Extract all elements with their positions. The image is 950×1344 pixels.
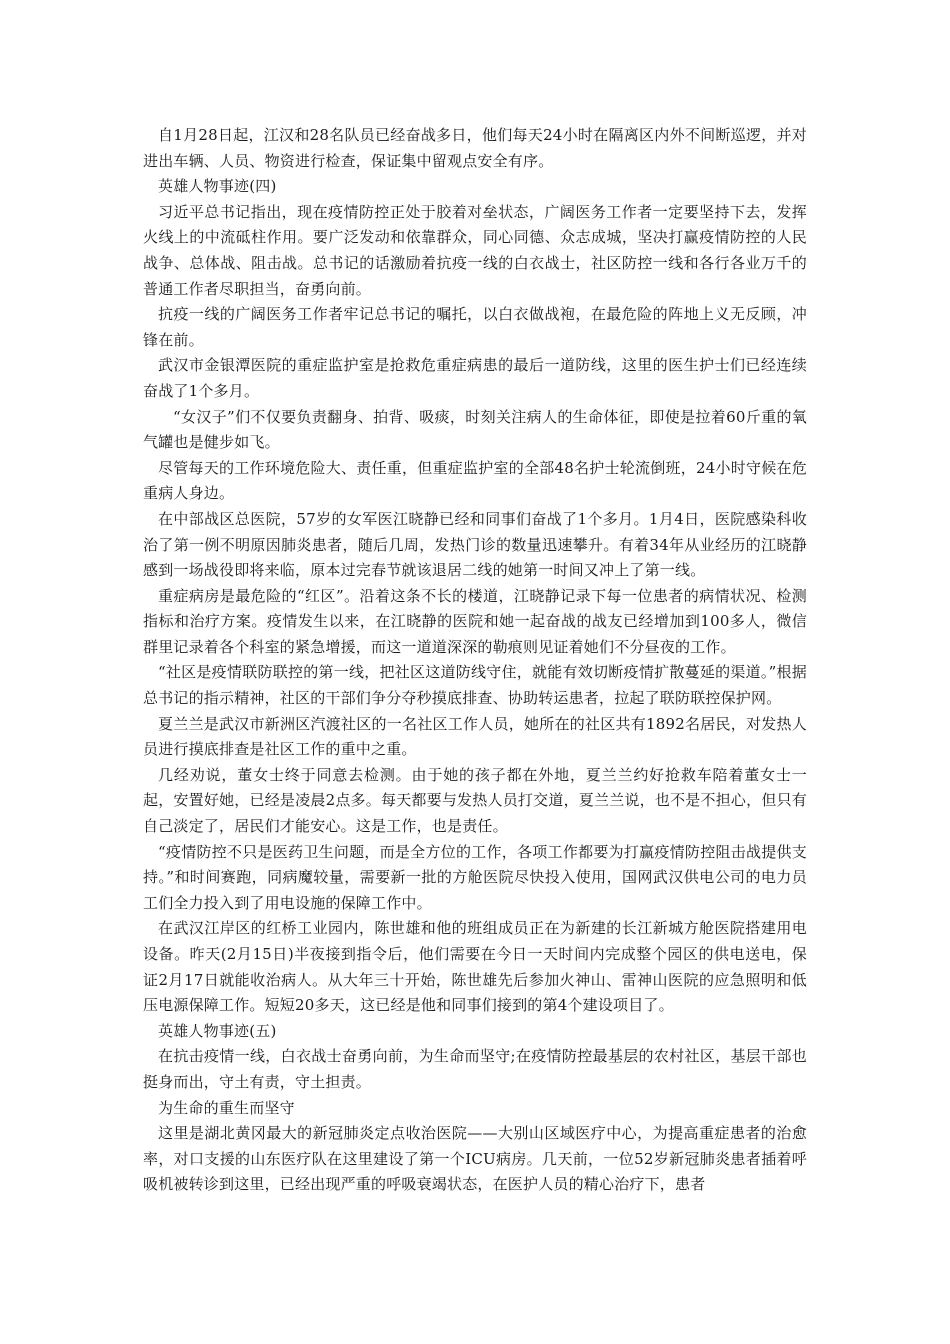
paragraph: “女汉子”们不仅要负责翻身、拍背、吸痰，时刻关注病人的生命体征，即使是拉着60斤重的氧气罐也是健步如飞。 <box>143 407 807 452</box>
paragraph: “疫情防控不只是医药卫生问题，而是全方位的工作，各项工作都要为打赢疫情防控阻击战提供支持。”和时间赛跑，同病魔较量，需要新一批的方舱医院尽快投入使用，国网武汉供电公司的电力员工们全力投入到了用电设施的保障工作中。 <box>143 842 807 912</box>
paragraph: 夏兰兰是武汉市新洲区汽渡社区的一名社区工作人员，她所在的社区共有1892名居民，对发热人员进行摸底排查是社区工作的重中之重。 <box>143 714 807 759</box>
paragraph: 重症病房是最危险的“红区”。沿着这条不长的楼道，江晓静记录下每一位患者的病情状况、检测指标和治疗方案。疫情发生以来，在江晓静的医院和她一起奋战的战友已经增加到100多人，微信群里记录着各个科室的紧急增援，而这一道道深深的勒痕则见证着她们不分昼夜的工作。 <box>143 586 807 656</box>
paragraph: 在中部战区总医院，57岁的女军医江晓静已经和同事们奋战了1个多月。1月4日，医院感染科收治了第一例不明原因肺炎患者，随后几周，发热门诊的数量迅速攀升。有着34年从业经历的江晓静感到一场战役即将来临，原本过完春节就该退居二线的她第一时间又冲上了第一线。 <box>143 509 807 580</box>
paragraph: “社区是疫情联防联控的第一线，把社区这道防线守住，就能有效切断疫情扩散蔓延的渠道。”根据总书记的指示精神，社区的干部们争分夺秒摸底排查、协助转运患者，拉起了联防联控保护网。 <box>143 663 807 708</box>
section-heading: 英雄人物事迹(四) <box>158 177 277 196</box>
paragraph: 尽管每天的工作环境危险大、责任重，但重症监护室的全部48名护士轮流倒班，24小时守候在危重病人身边。 <box>143 458 807 503</box>
paragraph: 自1月28日起，江汉和28名队员已经奋战多日，他们每天24小时在隔离区内外不间断巡逻，并对进出车辆、人员、物资进行检查，保证集中留观点安全有序。 <box>143 126 807 170</box>
paragraph: 在武汉江岸区的红桥工业园内，陈世雄和他的班组成员正在为新建的长江新城方舱医院搭建用电设备。昨天(2月15日)半夜接到指令后，他们需要在今日一天时间内完成整个园区的供电送电，保证2月17日就能收治病人。从大年三十开始，陈世雄先后参加火神山、雷神山医院的应急照明和低压电源保障工作。短短20多天，这已经是他和同事们接到的第4个建设项目了。 <box>143 919 807 1015</box>
paragraph: 几经劝说，董女士终于同意去检测。由于她的孩子都在外地，夏兰兰约好抢救车陪着董女士一起，安置好她，已经是凌晨2点多。每天都要与发热人员打交道，夏兰兰说，也不是不担心，但只有自己淡定了，居民们才能安心。这是工作，也是责任。 <box>143 765 807 836</box>
paragraph: 这里是湖北黄冈最大的新冠肺炎定点收治医院——大别山区域医疗中心，为提高重症患者的治愈率，对口支援的山东医疗队在这里建设了第一个ICU病房。几天前，一位52岁新冠肺炎患者插着呼吸机被转诊到这里，已经出现严重的呼吸衰竭状态，在医护人员的精心治疗下，患者 <box>143 1124 807 1194</box>
document-body <box>143 123 807 1198</box>
subsection-heading: 为生命的重生而坚守 <box>158 1098 295 1117</box>
paragraph: 抗疫一线的广阔医务工作者牢记总书记的嘱托，以白衣做战袍，在最危险的阵地上义无反顾，冲锋在前。 <box>143 305 807 349</box>
paragraph: 习近平总书记指出，现在疫情防控正处于胶着对垒状态，广阔医务工作者一定要坚持下去，发挥火线上的中流砥柱作用。要广泛发动和依靠群众，同心同德、众志成城，坚决打赢疫情防控的人民战争、总体战、阻击战。总书记的话激励着抗疫一线的白衣战士，社区防控一线和各行各业万千的普通工作者尽职担当，奋勇向前。 <box>143 202 807 298</box>
paragraph: 在抗击疫情一线，白衣战士奋勇向前，为生命而坚守;在疫情防控最基层的农村社区，基层干部也挺身而出，守土有责，守土担责。 <box>143 1047 807 1091</box>
section-heading: 英雄人物事迹(五) <box>158 1021 277 1040</box>
paragraph: 武汉市金银潭医院的重症监护室是抢救危重症病患的最后一道防线，这里的医生护士们已经连续奋战了1个多月。 <box>143 356 807 400</box>
